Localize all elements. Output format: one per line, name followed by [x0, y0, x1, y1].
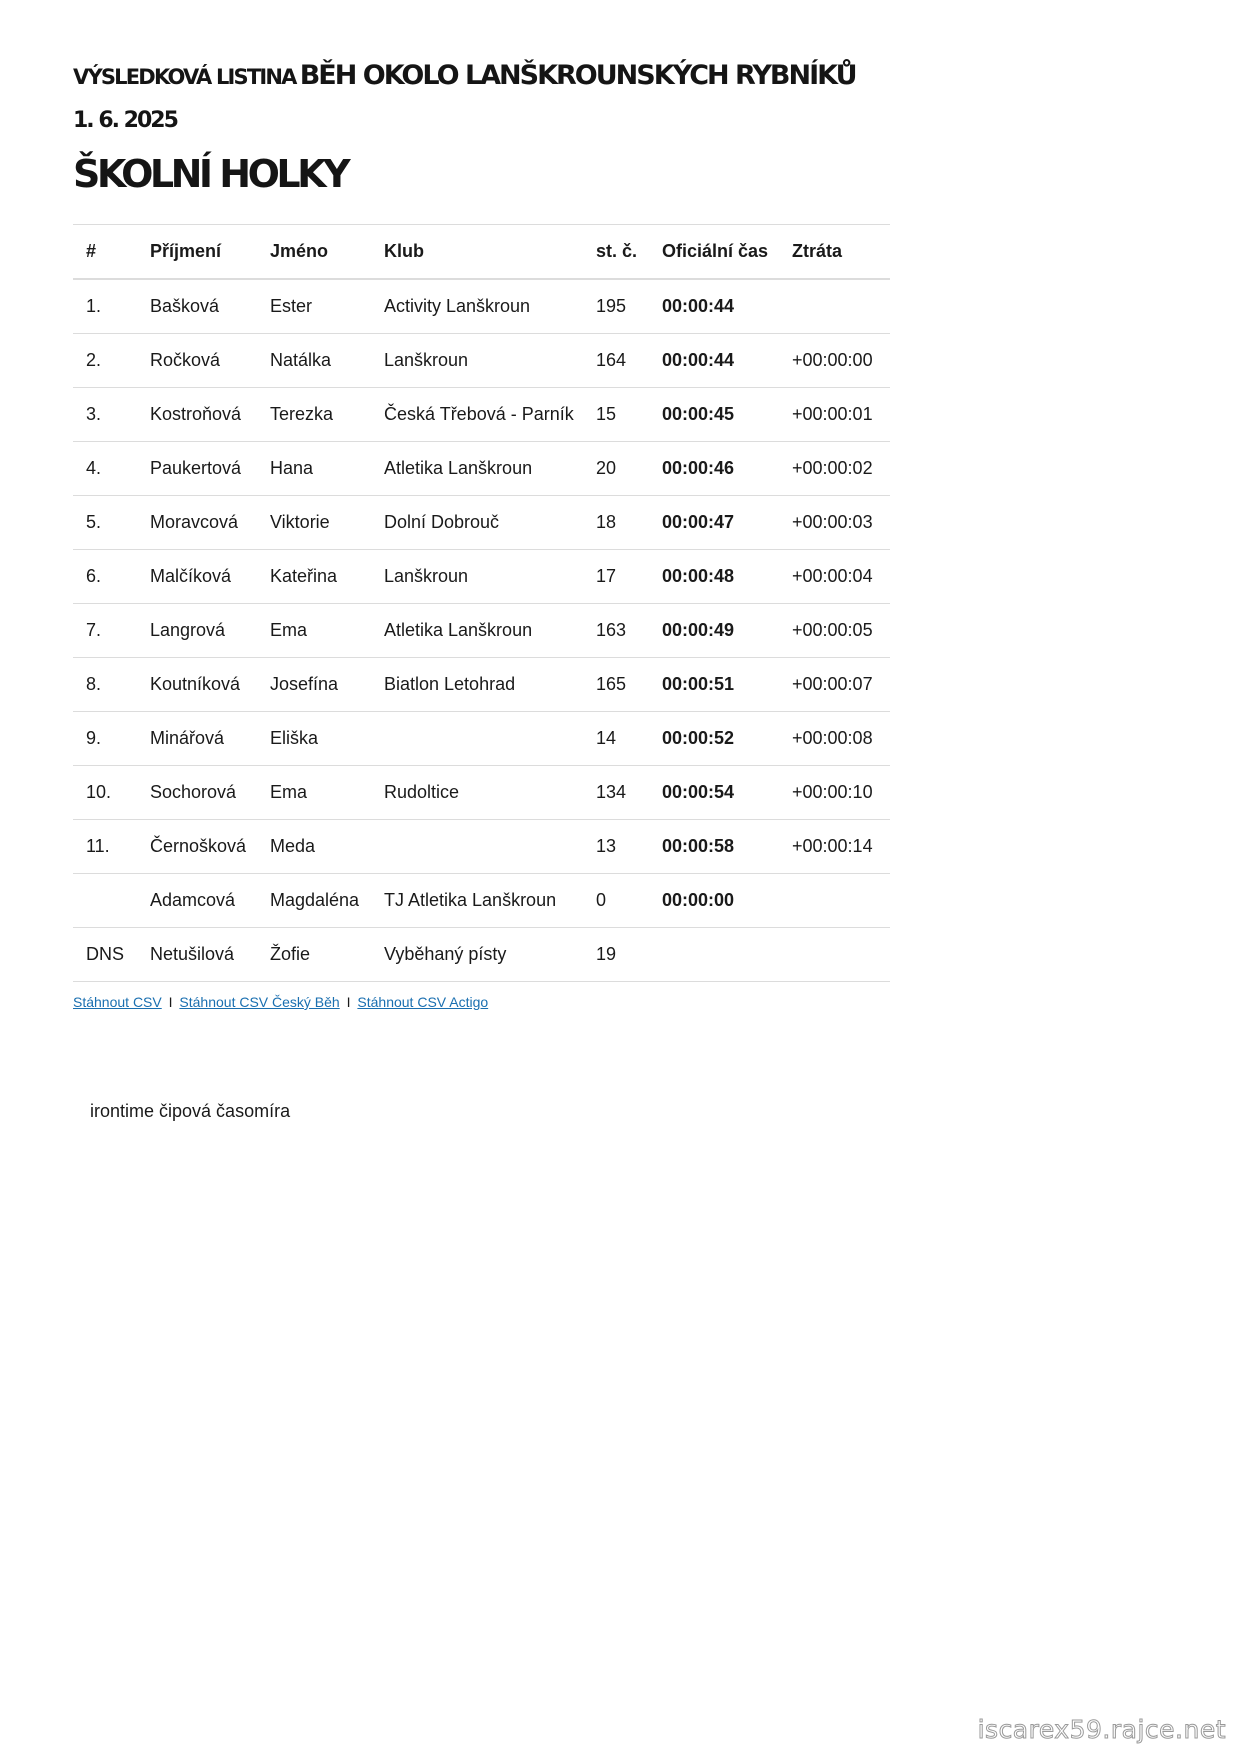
- cell-loss: [779, 874, 890, 928]
- cell-bib: 17: [583, 550, 649, 604]
- cell-rank: DNS: [73, 928, 137, 982]
- cell-surname: Ročková: [137, 334, 257, 388]
- cell-bib: 14: [583, 712, 649, 766]
- cell-club: Lanškroun: [371, 550, 583, 604]
- table-row: [73, 658, 890, 712]
- cell-rank: 9.: [73, 712, 137, 766]
- cell-bib: 15: [583, 388, 649, 442]
- cell-surname: Paukertová: [137, 442, 257, 496]
- cell-official-time: 00:00:58: [649, 820, 779, 874]
- link-separator: I: [168, 994, 173, 1010]
- column-header-surname: Příjmení: [137, 225, 257, 280]
- cell-loss: +00:00:01: [779, 388, 890, 442]
- cell-name: Eliška: [257, 712, 371, 766]
- cell-loss: [779, 928, 890, 982]
- cell-official-time: 00:00:54: [649, 766, 779, 820]
- cell-name: Kateřina: [257, 550, 371, 604]
- cell-club: TJ Atletika Lanškroun: [371, 874, 583, 928]
- cell-rank: 11.: [73, 820, 137, 874]
- cell-name: Josefína: [257, 658, 371, 712]
- cell-surname: Malčíková: [137, 550, 257, 604]
- cell-loss: [779, 279, 890, 334]
- cell-surname: Černošková: [137, 820, 257, 874]
- cell-name: Meda: [257, 820, 371, 874]
- cell-official-time: 00:00:47: [649, 496, 779, 550]
- timing-credit: irontime čipová časomíra: [90, 1101, 291, 1121]
- cell-name: Natálka: [257, 334, 371, 388]
- cell-club: Dolní Dobrouč: [371, 496, 583, 550]
- table-row: [73, 442, 890, 496]
- table-row: [73, 604, 890, 658]
- cell-name: Ema: [257, 604, 371, 658]
- table-row: [73, 874, 890, 928]
- cell-bib: 165: [583, 658, 649, 712]
- cell-official-time: 00:00:45: [649, 388, 779, 442]
- table-header-row: [73, 225, 890, 280]
- table-row: [73, 820, 890, 874]
- cell-loss: +00:00:05: [779, 604, 890, 658]
- table-row: [73, 279, 890, 334]
- cell-rank: [73, 874, 137, 928]
- cell-name: Ema: [257, 766, 371, 820]
- table-row: [73, 550, 890, 604]
- cell-loss: +00:00:14: [779, 820, 890, 874]
- cell-surname: Adamcová: [137, 874, 257, 928]
- cell-rank: 2.: [73, 334, 137, 388]
- cell-surname: Langrová: [137, 604, 257, 658]
- cell-loss: +00:00:08: [779, 712, 890, 766]
- cell-loss: +00:00:04: [779, 550, 890, 604]
- cell-official-time: 00:00:52: [649, 712, 779, 766]
- table-row: [73, 766, 890, 820]
- cell-bib: 18: [583, 496, 649, 550]
- download-csv-link[interactable]: Stáhnout CSV: [73, 994, 162, 1010]
- cell-official-time: 00:00:44: [649, 279, 779, 334]
- cell-club: [371, 712, 583, 766]
- cell-bib: 13: [583, 820, 649, 874]
- cell-club: Atletika Lanškroun: [371, 604, 583, 658]
- cell-bib: 19: [583, 928, 649, 982]
- cell-official-time: 00:00:46: [649, 442, 779, 496]
- cell-surname: Sochorová: [137, 766, 257, 820]
- column-header-rank: #: [73, 225, 137, 280]
- cell-name: Magdaléna: [257, 874, 371, 928]
- cell-loss: +00:00:02: [779, 442, 890, 496]
- column-header-name: Jméno: [257, 225, 371, 280]
- download-links: [73, 994, 488, 1010]
- cell-rank: 1.: [73, 279, 137, 334]
- title-event: BĚH OKOLO LANŠKROUNSKÝCH RYBNÍKŮ: [299, 60, 856, 91]
- cell-loss: +00:00:03: [779, 496, 890, 550]
- cell-surname: Koutníková: [137, 658, 257, 712]
- cell-rank: 7.: [73, 604, 137, 658]
- cell-name: Hana: [257, 442, 371, 496]
- cell-bib: 134: [583, 766, 649, 820]
- title-prefix: VÝSLEDKOVÁ LISTINA: [73, 65, 296, 89]
- cell-surname: Kostroňová: [137, 388, 257, 442]
- cell-club: Biatlon Letohrad: [371, 658, 583, 712]
- cell-name: Terezka: [257, 388, 371, 442]
- cell-rank: 8.: [73, 658, 137, 712]
- cell-name: Ester: [257, 279, 371, 334]
- cell-surname: Netušilová: [137, 928, 257, 982]
- cell-bib: 195: [583, 279, 649, 334]
- cell-club: Lanškroun: [371, 334, 583, 388]
- document-title: [73, 60, 856, 91]
- cell-official-time: [649, 928, 779, 982]
- results-table: [73, 224, 890, 982]
- table-row: [73, 928, 890, 982]
- download-csv-cesky-beh-link[interactable]: Stáhnout CSV Český Běh: [179, 994, 340, 1010]
- column-header-club: Klub: [371, 225, 583, 280]
- download-csv-actigo-link[interactable]: Stáhnout CSV Actigo: [357, 994, 489, 1010]
- cell-club: Atletika Lanškroun: [371, 442, 583, 496]
- cell-rank: 10.: [73, 766, 137, 820]
- cell-club: Activity Lanškroun: [371, 279, 583, 334]
- cell-loss: +00:00:00: [779, 334, 890, 388]
- table-row: [73, 712, 890, 766]
- cell-bib: 20: [583, 442, 649, 496]
- cell-name: Žofie: [257, 928, 371, 982]
- watermark: iscarex59.rajce.net: [977, 1715, 1226, 1744]
- cell-loss: +00:00:07: [779, 658, 890, 712]
- cell-official-time: 00:00:51: [649, 658, 779, 712]
- cell-official-time: 00:00:49: [649, 604, 779, 658]
- cell-club: Česká Třebová - Parník: [371, 388, 583, 442]
- cell-club: Vyběhaný písty: [371, 928, 583, 982]
- cell-official-time: 00:00:00: [649, 874, 779, 928]
- column-header-loss: Ztráta: [779, 225, 890, 280]
- cell-surname: Moravcová: [137, 496, 257, 550]
- category-title: ŠKOLNÍ HOLKY: [73, 152, 348, 196]
- column-header-bib: st. č.: [583, 225, 649, 280]
- cell-rank: 3.: [73, 388, 137, 442]
- cell-official-time: 00:00:48: [649, 550, 779, 604]
- cell-rank: 5.: [73, 496, 137, 550]
- cell-official-time: 00:00:44: [649, 334, 779, 388]
- cell-rank: 4.: [73, 442, 137, 496]
- column-header-official-time: Oficiální čas: [649, 225, 779, 280]
- cell-bib: 164: [583, 334, 649, 388]
- link-separator: I: [346, 994, 351, 1010]
- cell-club: [371, 820, 583, 874]
- cell-surname: Bašková: [137, 279, 257, 334]
- table-row: [73, 388, 890, 442]
- table-row: [73, 334, 890, 388]
- table-row: [73, 496, 890, 550]
- cell-bib: 163: [583, 604, 649, 658]
- cell-bib: 0: [583, 874, 649, 928]
- cell-surname: Minářová: [137, 712, 257, 766]
- cell-rank: 6.: [73, 550, 137, 604]
- event-date: 1. 6. 2025: [73, 108, 177, 133]
- cell-loss: +00:00:10: [779, 766, 890, 820]
- cell-club: Rudoltice: [371, 766, 583, 820]
- cell-name: Viktorie: [257, 496, 371, 550]
